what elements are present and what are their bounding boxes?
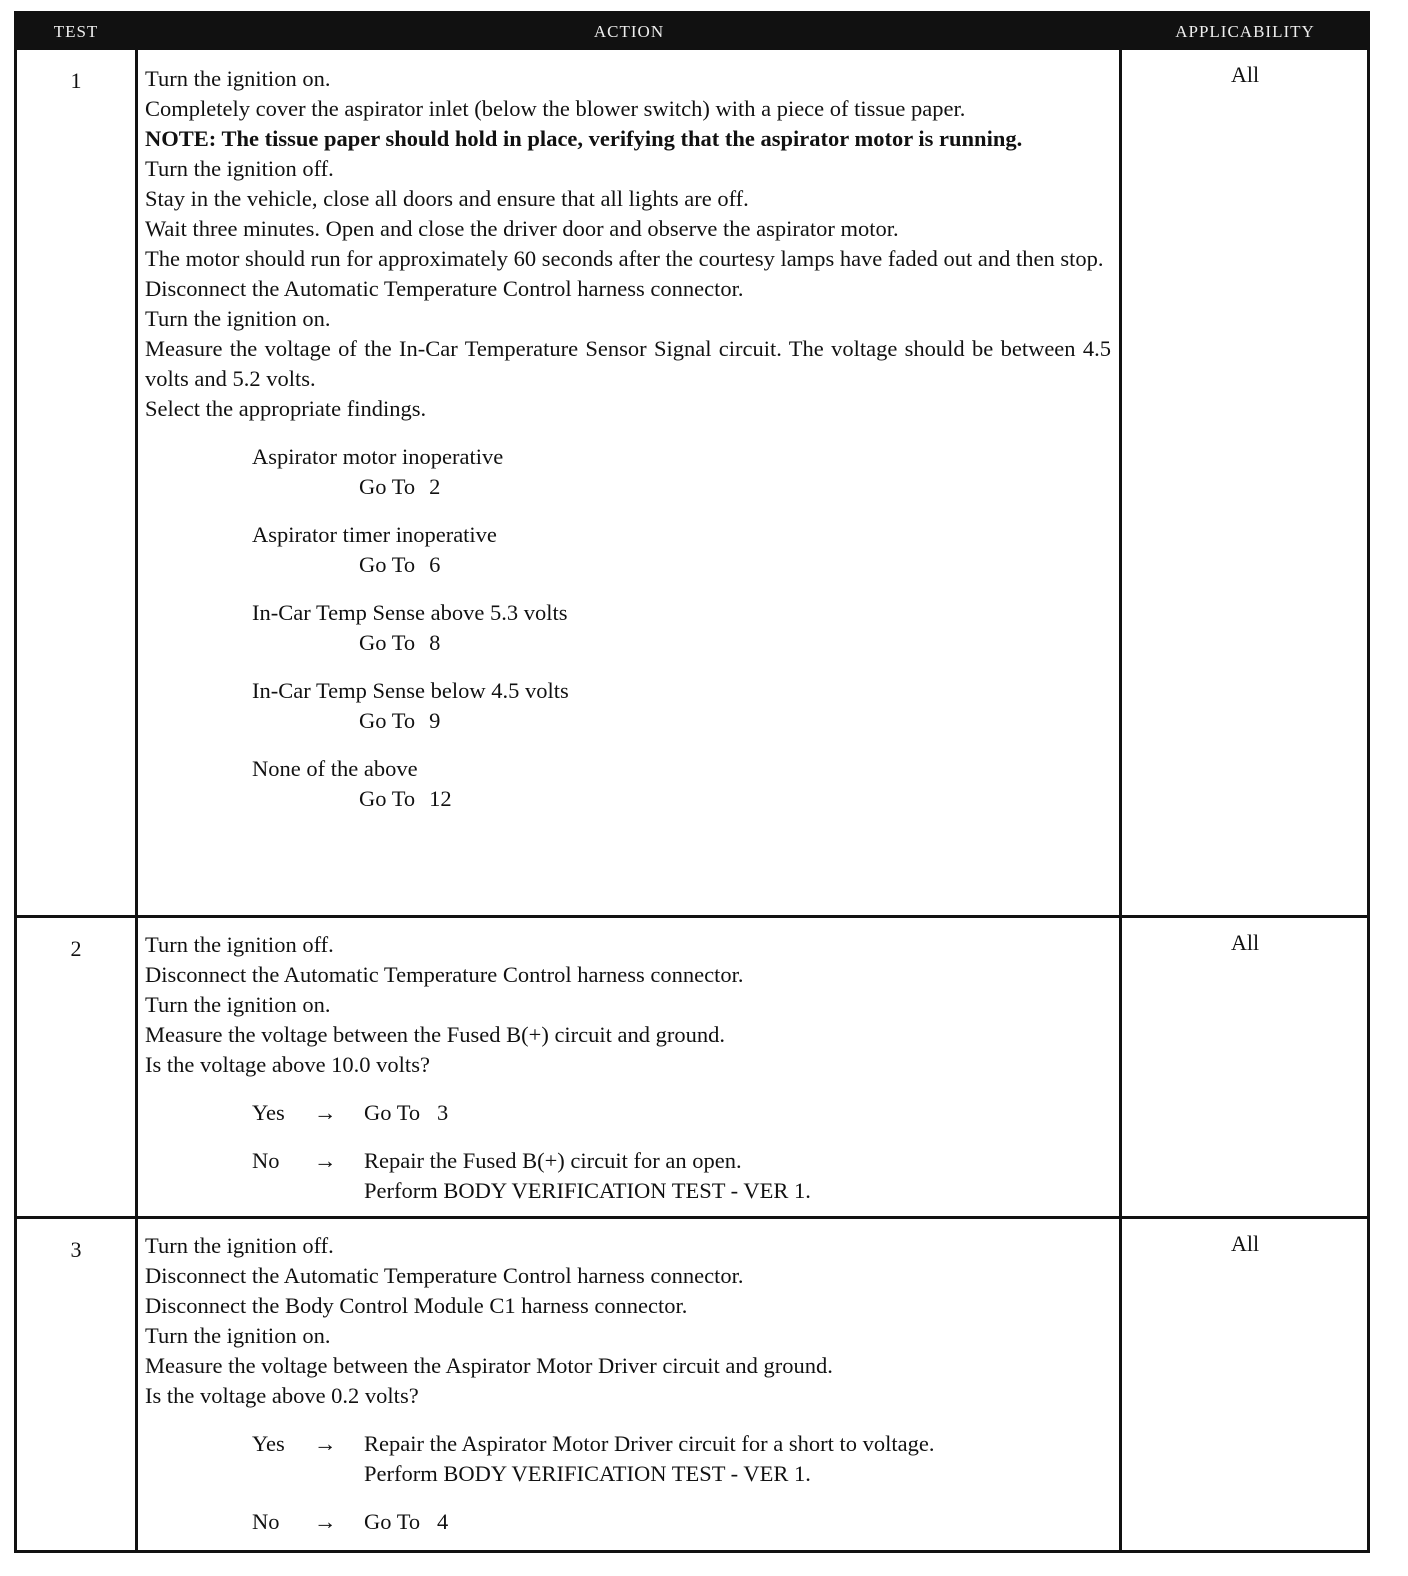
step: Disconnect the Automatic Temperature Control harness connector.: [145, 962, 744, 987]
step: Disconnect the Body Control Module C1 harness connector.: [145, 1293, 688, 1318]
test-number: 2: [70, 936, 82, 961]
arrow-icon: →: [314, 1100, 337, 1125]
step: Select the appropriate findings.: [145, 396, 427, 421]
finding-option: [252, 598, 1111, 658]
finding-option: [252, 676, 1111, 736]
step: Is the voltage above 10.0 volts?: [145, 1052, 430, 1077]
finding-label: In-Car Temp Sense above 5.3 volts: [252, 600, 568, 625]
test-number: 3: [70, 1237, 82, 1262]
yes-branch[interactable]: [252, 1429, 1111, 1489]
step: Completely cover the aspirator inlet (below the blower switch) with a piece of tissue paper.: [145, 96, 966, 121]
note: NOTE: The tissue paper should hold in place, verifying that the aspirator motor is running.: [145, 126, 1023, 151]
yes-result: Go To 3: [364, 1100, 449, 1125]
header-action: ACTION: [593, 22, 665, 41]
step: The motor should run for approximately 60 seconds after the courtesy lamps have faded out and then stop.: [145, 246, 1104, 271]
finding-option: [252, 520, 1111, 580]
yes-branch[interactable]: [252, 1098, 1111, 1128]
step: Turn the ignition on.: [145, 306, 331, 331]
yes-label: Yes: [252, 1431, 285, 1456]
applicability: All: [1230, 930, 1260, 955]
no-result-line2: Perform BODY VERIFICATION TEST - VER 1.: [364, 1178, 811, 1203]
no-label: No: [252, 1148, 280, 1173]
arrow-icon: →: [314, 1148, 337, 1173]
no-result: Go To 4: [364, 1509, 449, 1534]
action-cell: [145, 64, 1111, 814]
step: Turn the ignition on.: [145, 66, 331, 91]
table-header: [17, 14, 1367, 50]
step: Measure the voltage of the In-Car Temperature Sensor Signal circuit. The voltage should be between 4.5 volts and 5.2 volts.: [145, 336, 1111, 391]
yes-result-line2: Perform BODY VERIFICATION TEST - VER 1.: [364, 1461, 811, 1486]
step: Measure the voltage between the Fused B(+) circuit and ground.: [145, 1022, 726, 1047]
header-applicability: APPLICABILITY: [1175, 22, 1315, 41]
goto-link[interactable]: Go To 12: [359, 786, 452, 811]
no-branch[interactable]: [252, 1146, 1111, 1206]
goto-link[interactable]: Go To 8: [359, 630, 441, 655]
step: Measure the voltage between the Aspirator Motor Driver circuit and ground.: [145, 1353, 833, 1378]
finding-label: Aspirator motor inoperative: [252, 444, 504, 469]
test-number: 1: [70, 68, 82, 93]
action-cell: [145, 930, 1111, 1206]
applicability: All: [1230, 62, 1260, 87]
goto-link[interactable]: Go To 2: [359, 474, 441, 499]
no-result: Repair the Fused B(+) circuit for an open.: [364, 1148, 742, 1173]
step: Turn the ignition off.: [145, 1233, 334, 1258]
arrow-icon: →: [314, 1431, 337, 1456]
finding-option: [252, 442, 1111, 502]
action-cell: [145, 1231, 1111, 1537]
step: Wait three minutes. Open and close the driver door and observe the aspirator motor.: [145, 216, 899, 241]
step: Disconnect the Automatic Temperature Control harness connector.: [145, 1263, 744, 1288]
yes-result: Repair the Aspirator Motor Driver circuit for a short to voltage.: [364, 1431, 935, 1456]
step: Is the voltage above 0.2 volts?: [145, 1383, 419, 1408]
step: Turn the ignition on.: [145, 1323, 331, 1348]
no-label: No: [252, 1509, 280, 1534]
step: Disconnect the Automatic Temperature Control harness connector.: [145, 276, 744, 301]
finding-label: In-Car Temp Sense below 4.5 volts: [252, 678, 569, 703]
finding-label: None of the above: [252, 756, 418, 781]
header-test: TEST: [53, 22, 99, 41]
finding-label: Aspirator timer inoperative: [252, 522, 497, 547]
test-row-3: [17, 1219, 1367, 1550]
step: Turn the ignition off.: [145, 932, 334, 957]
test-row-2: [17, 918, 1367, 1219]
step: Turn the ignition off.: [145, 156, 334, 181]
arrow-icon: →: [314, 1509, 337, 1534]
goto-link[interactable]: Go To 9: [359, 708, 441, 733]
step: Turn the ignition on.: [145, 992, 331, 1017]
applicability: All: [1230, 1231, 1260, 1256]
no-branch[interactable]: [252, 1507, 1111, 1537]
step: Stay in the vehicle, close all doors and ensure that all lights are off.: [145, 186, 749, 211]
diagnostic-table: [14, 11, 1370, 1553]
finding-option: [252, 754, 1111, 814]
yes-label: Yes: [252, 1100, 285, 1125]
goto-link[interactable]: Go To 6: [359, 552, 441, 577]
test-row-1: [17, 50, 1367, 918]
